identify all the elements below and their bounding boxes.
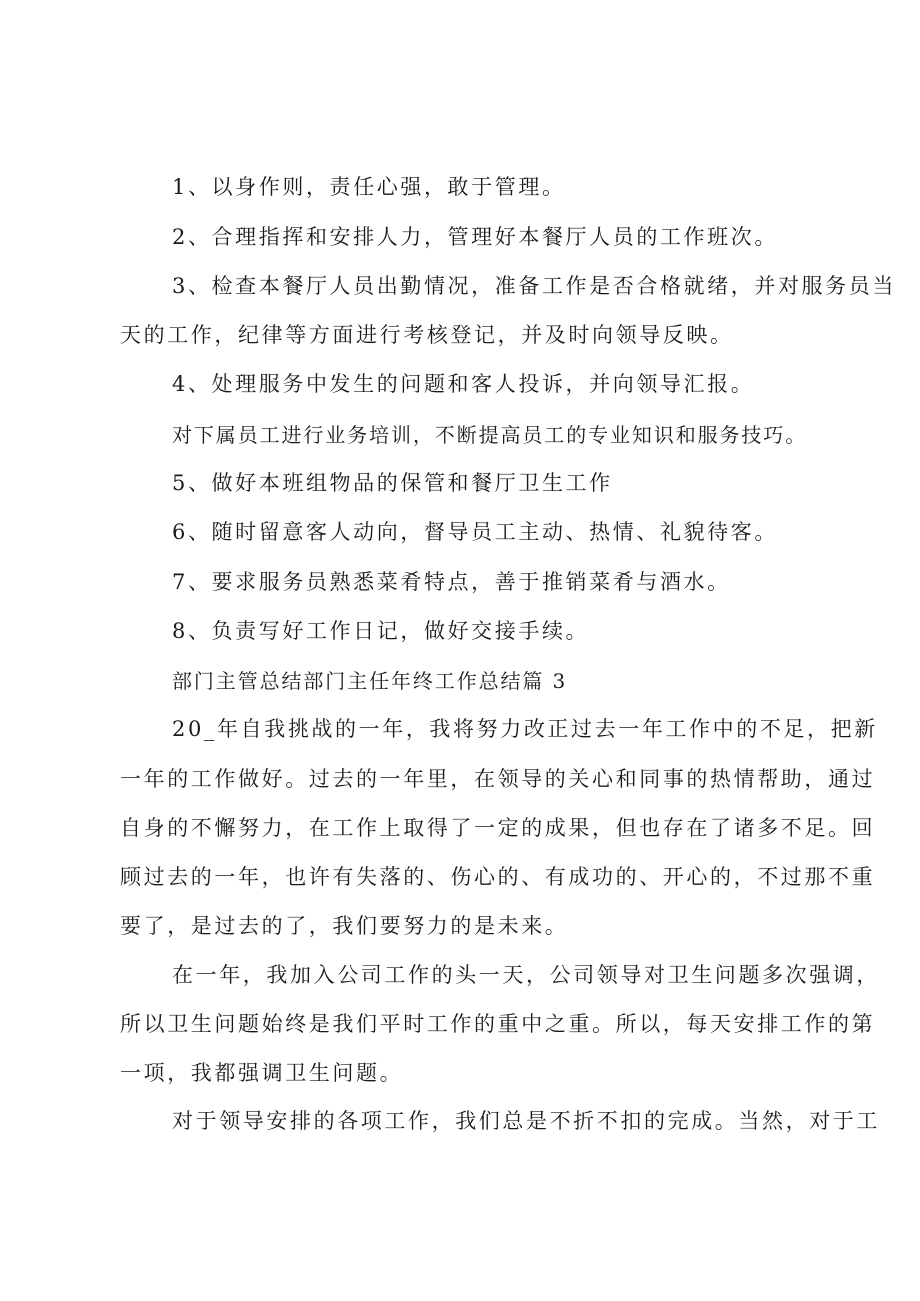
section-heading: 部门主管总结部门主任年终工作总结篇 3 [172, 669, 568, 693]
list-item: 5、做好本班组物品的保管和餐厅卫生工作 [172, 471, 613, 495]
paragraph-line: 要了，是过去的了，我们要努力的是未来。 [120, 914, 569, 938]
list-item: 1、以身作则，责任心强，敢于管理。 [172, 175, 566, 199]
paragraph-line: 一年的工作做好。过去的一年里，在领导的关心和同事的热情帮助，通过 [120, 767, 876, 791]
paragraph-line: 自身的不懈努力，在工作上取得了一定的成果，但也存在了诸多不足。回 [120, 816, 876, 840]
list-item-continuation: 天的工作，纪律等方面进行考核登记，并及时向领导反映。 [120, 323, 734, 347]
list-item: 4、处理服务中发生的问题和客人投诉，并向领导汇报。 [172, 372, 755, 396]
paragraph-line: 一项，我都强调卫生问题。 [120, 1061, 404, 1085]
paragraph-line: 20_年自我挑战的一年，我将努力改正过去一年工作中的不足，把新 [172, 717, 878, 741]
paragraph-line: 在一年，我加入公司工作的头一天，公司领导对卫生问题多次强调， [172, 963, 880, 987]
list-item: 8、负责写好工作日记，做好交接手续。 [172, 619, 590, 643]
paragraph-line: 对于领导安排的各项工作，我们总是不折不扣的完成。当然，对于工 [172, 1109, 880, 1133]
paragraph-line: 所以卫生问题始终是我们平时工作的重中之重。所以，每天安排工作的第 [120, 1012, 876, 1036]
list-item: 7、要求服务员熟悉菜肴特点，善于推销菜肴与酒水。 [172, 570, 731, 594]
list-item: 2、合理指挥和安排人力，管理好本餐厅人员的工作班次。 [172, 225, 778, 249]
list-note: 对下属员工进行业务培训，不断提高员工的专业知识和服务技巧。 [172, 423, 808, 447]
paragraph-line: 顾过去的一年，也许有失落的、伤心的、有成功的、开心的，不过那不重 [120, 865, 876, 889]
list-item: 6、随时留意客人动向，督导员工主动、热情、礼貌待客。 [172, 520, 778, 544]
list-item: 3、检查本餐厅人员出勤情况，准备工作是否合格就绪，并对服务员当 [172, 274, 896, 298]
